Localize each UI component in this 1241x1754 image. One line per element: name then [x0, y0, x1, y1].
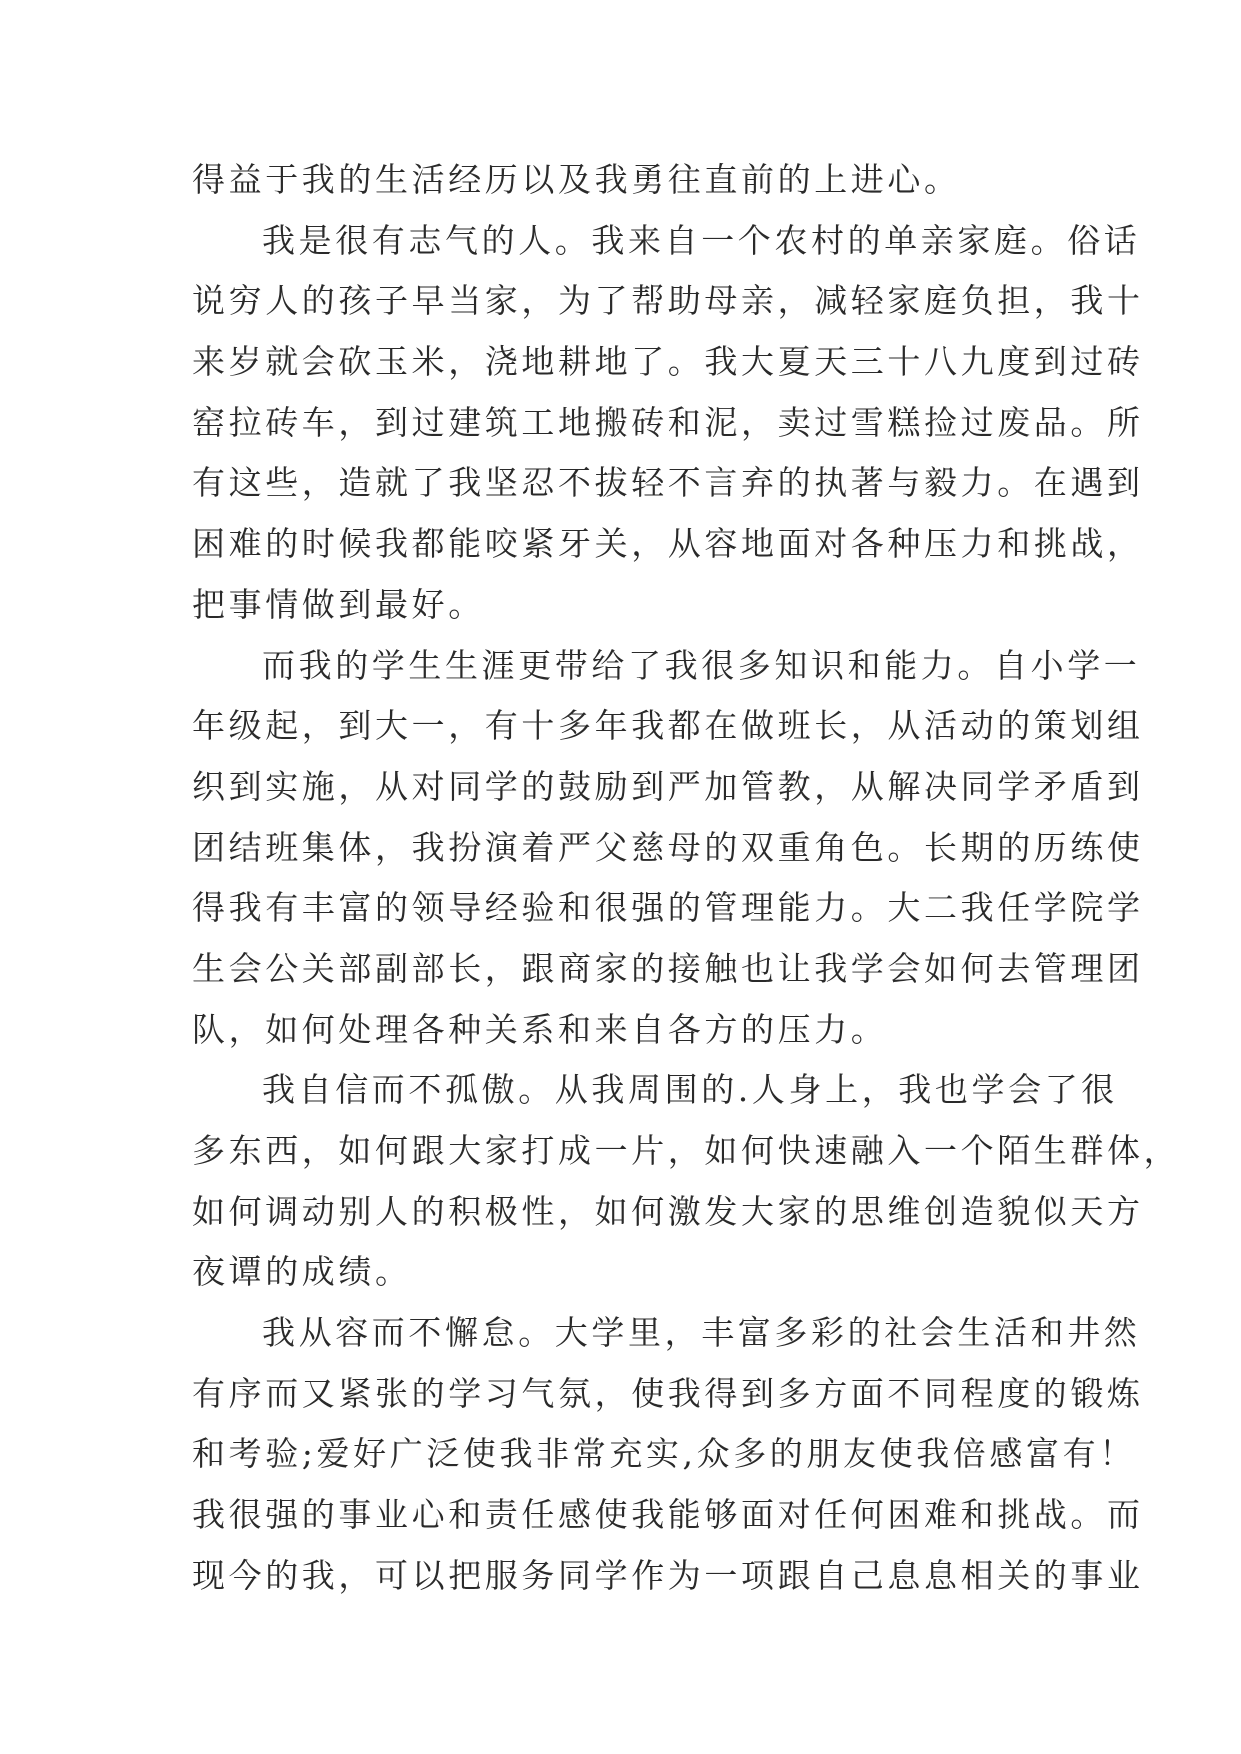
paragraph-start-line: 我是很有志气的人。我来自一个农村的单亲家庭。俗话: [262, 220, 1141, 260]
text-line: 多东西，如何跟大家打成一片，如何快速融入一个陌生群体，: [192, 1131, 1181, 1170]
text-line: 我很强的事业心和责任感使我能够面对任何困难和挑战。而: [192, 1495, 1144, 1535]
paragraph-start-line: 我自信而不孤傲。从我周围的.人身上，我也学会了很: [262, 1070, 1118, 1110]
text-line: 困难的时候我都能咬紧牙关，从容地面对各种压力和挑战，: [192, 524, 1144, 564]
text-line: 生会公关部副部长，跟商家的接触也让我学会如何去管理团: [192, 948, 1144, 988]
text-line: 有这些，造就了我坚忍不拔轻不言弃的执著与毅力。在遇到: [192, 463, 1144, 503]
text-line: 和考验;爱好广泛使我非常充实,众多的朋友使我倍感富有！: [192, 1434, 1136, 1474]
text-line: 来岁就会砍玉米，浇地耕地了。我大夏天三十八九度到过砖: [192, 342, 1144, 382]
paragraph-start-line: 我从容而不懈怠。大学里，丰富多彩的社会生活和井然: [262, 1313, 1141, 1353]
text-line: 说穷人的孩子早当家，为了帮助母亲，减轻家庭负担，我十: [192, 281, 1144, 321]
text-line: 有序而又紧张的学习气氛，使我得到多方面不同程度的锻炼: [192, 1373, 1144, 1413]
text-line: 现今的我，可以把服务同学作为一项跟自己息息相关的事业: [192, 1555, 1144, 1595]
text-line: 把事情做到最好。: [192, 584, 485, 624]
text-line: 得我有丰富的领导经验和很强的管理能力。大二我任学院学: [192, 888, 1144, 928]
text-line: 年级起，到大一，有十多年我都在做班长，从活动的策划组: [192, 706, 1144, 746]
paragraph-start-line: 而我的学生生涯更带给了我很多知识和能力。自小学一: [262, 645, 1141, 685]
text-line: 织到实施，从对同学的鼓励到严加管教，从解决同学矛盾到: [192, 766, 1144, 806]
text-line: 如何调动别人的积极性，如何激发大家的思维创造貌似天方: [192, 1191, 1144, 1231]
document-body: [192, 150, 1181, 1607]
text-line: 夜谭的成绩。: [192, 1252, 412, 1292]
text-line: 队，如何处理各种关系和来自各方的压力。: [192, 1009, 888, 1049]
text-line: 窑拉砖车，到过建筑工地搬砖和泥，卖过雪糕捡过废品。所: [192, 402, 1144, 442]
text-line: 团结班集体，我扮演着严父慈母的双重角色。长期的历练使: [192, 827, 1144, 867]
text-line: 得益于我的生活经历以及我勇往直前的上进心。: [192, 160, 961, 199]
